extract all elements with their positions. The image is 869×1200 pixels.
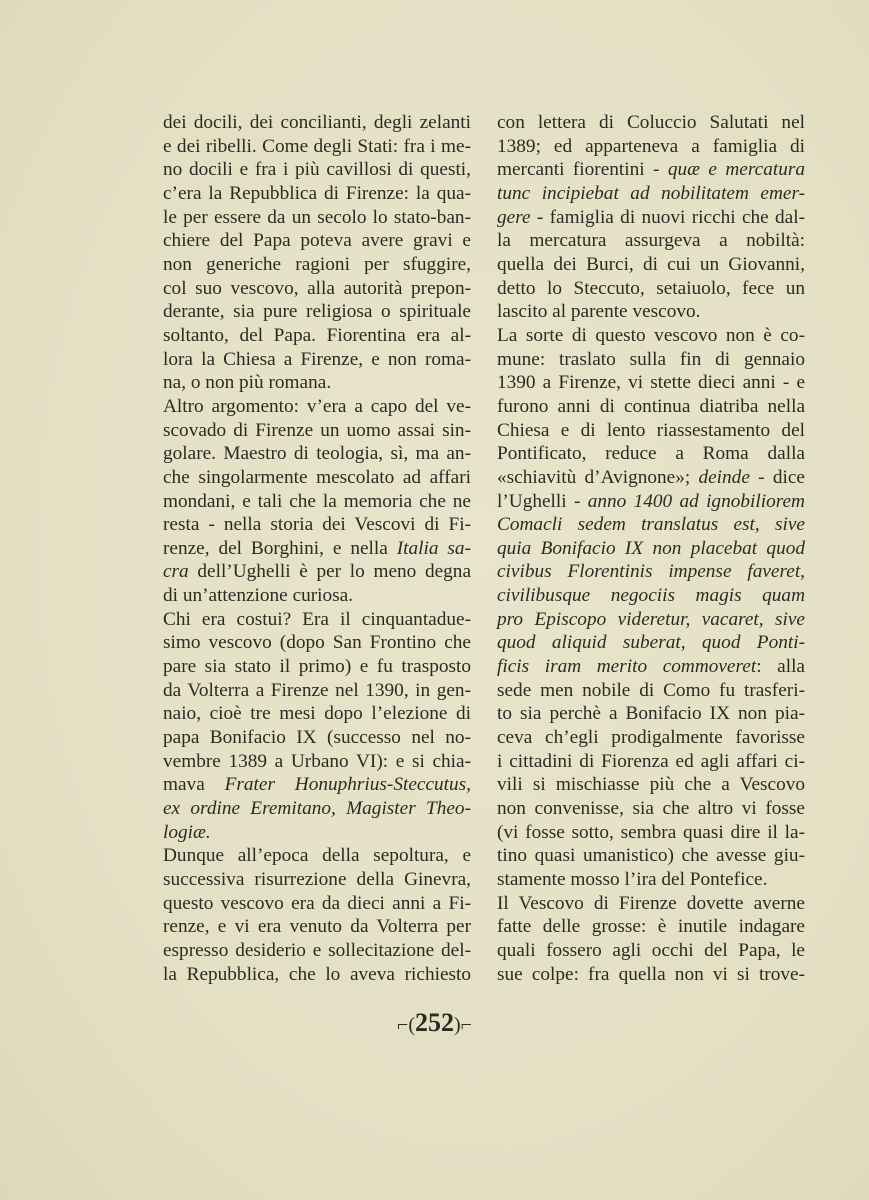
italic-text: gere xyxy=(497,206,531,228)
text-line xyxy=(163,206,471,230)
italic-text: civilibusque negociis magis quam xyxy=(497,585,805,607)
text: con lettera di Coluccio Salutati nel xyxy=(497,112,805,133)
text-line xyxy=(163,963,471,987)
text-line xyxy=(163,584,471,608)
text-line xyxy=(497,253,805,277)
text-line xyxy=(163,868,471,892)
text: c’era la Repubblica di Firenze: la qua- xyxy=(163,182,471,204)
text: «schiavitù d’Avignone»; xyxy=(497,466,699,488)
italic-text: quia Bonifacio IX non placebat quod xyxy=(497,537,805,559)
text-line xyxy=(497,442,805,466)
italic-text: quæ e mercatura xyxy=(667,159,805,181)
text-line xyxy=(163,371,471,395)
text-line xyxy=(163,182,471,206)
text: resta - nella storia dei Vescovi di Fi- xyxy=(163,514,471,536)
text: na, o non più romana. xyxy=(163,372,332,394)
text-line xyxy=(497,371,805,395)
text: Altro argomento: v’era a capo del ve- xyxy=(163,395,471,417)
ornament-right: )⌐ xyxy=(454,1014,472,1036)
text-line xyxy=(497,726,805,750)
text-line xyxy=(163,442,471,466)
text: derante, sia pure religiosa o spirituale xyxy=(163,301,471,323)
text: la Repubblica, che lo aveva richiesto xyxy=(163,963,471,985)
text: detto lo Steccuto, setaiuolo, fece un xyxy=(497,277,805,299)
text-line xyxy=(497,821,805,845)
text-line xyxy=(497,584,805,608)
text: quali fossero agli occhi del Papa, le xyxy=(497,939,805,961)
text-line xyxy=(163,466,471,490)
text-line xyxy=(497,466,805,490)
text-line xyxy=(497,490,805,514)
text-line xyxy=(497,702,805,726)
text: che singolarmente mescolato ad affari xyxy=(163,466,471,488)
text: Dunque all’epoca della sepoltura, e xyxy=(163,845,471,867)
text-line xyxy=(163,560,471,584)
text-line xyxy=(497,206,805,230)
text: - dice xyxy=(749,466,805,488)
text: to sia perchè a Bonifacio IX non pia- xyxy=(497,703,805,725)
text-line xyxy=(163,300,471,324)
text: successiva risurrezione della Ginevra, xyxy=(163,869,471,890)
text-line xyxy=(163,773,471,797)
text: simo vescovo (dopo San Frontino che xyxy=(163,632,471,654)
text: non generiche ragioni per sfuggire, xyxy=(163,253,471,275)
text-line xyxy=(163,655,471,679)
text-line xyxy=(497,111,805,135)
text: stamente mosso l’ira del Pontefice. xyxy=(497,869,768,890)
text: naio, cioè tre mesi dopo l’elezione di xyxy=(163,703,471,725)
text: mava xyxy=(163,774,225,796)
text-line xyxy=(163,892,471,916)
italic-text: Frater Honuphrius-Steccutus, xyxy=(224,774,471,796)
text-column-right xyxy=(497,111,805,986)
italic-text: tunc incipiebat ad nobilitatem emer- xyxy=(497,182,805,204)
text: di un’attenzione curiosa. xyxy=(163,585,354,607)
text-line xyxy=(497,277,805,301)
ornament-left: ⌐( xyxy=(397,1014,415,1036)
text-line xyxy=(163,395,471,419)
text-line xyxy=(497,892,805,916)
text-line xyxy=(163,608,471,632)
text: chiere del Papa poteva avere gravi e xyxy=(163,230,471,252)
text: la mercatura assurgeva a nobiltà: xyxy=(497,230,805,252)
italic-text: deinde xyxy=(698,466,750,488)
text-line xyxy=(163,490,471,514)
text-line xyxy=(497,513,805,537)
text-line xyxy=(163,726,471,750)
text-line xyxy=(163,844,471,868)
text: : alla xyxy=(756,656,805,678)
text: dell’Ughelli è per lo meno degna xyxy=(188,561,471,583)
text-line xyxy=(497,300,805,324)
italic-text: logiæ. xyxy=(163,821,211,843)
text-line xyxy=(497,608,805,632)
text-line xyxy=(497,868,805,892)
text-line xyxy=(497,158,805,182)
text: lora la Chiesa a Firenze, e non roma- xyxy=(163,348,471,370)
text-line xyxy=(163,750,471,774)
text: furono anni di continua diatriba nella xyxy=(497,395,805,417)
text: Il Vescovo di Firenze dovette averne xyxy=(497,892,805,914)
text: 1389; ed apparteneva a famiglia di xyxy=(497,135,805,157)
text-line xyxy=(497,773,805,797)
text: Pontificato, reduce a Roma dalla xyxy=(497,443,805,465)
text: tino quasi umanistico) che avesse giu- xyxy=(497,845,805,867)
text-line xyxy=(497,537,805,561)
text-line xyxy=(497,844,805,868)
text: Chi era costui? Era il cinquantadue- xyxy=(163,608,471,630)
text-line xyxy=(497,135,805,159)
text-line xyxy=(497,631,805,655)
text: soltanto, del Papa. Fiorentina era al- xyxy=(163,324,471,346)
text: e dei ribelli. Come degli Stati: fra i me- xyxy=(163,135,471,157)
text: dei docili, dei concilianti, degli zelanti xyxy=(163,112,471,133)
text-line xyxy=(497,182,805,206)
text: golare. Maestro di teologia, sì, ma an- xyxy=(163,443,471,465)
text-line xyxy=(497,679,805,703)
text-line xyxy=(497,348,805,372)
text-line xyxy=(497,560,805,584)
text-line xyxy=(163,915,471,939)
text-line xyxy=(163,939,471,963)
italic-text: civibus Florentinis impense faveret, xyxy=(497,561,805,583)
text: (vi fosse sotto, sembra quasi dire il la- xyxy=(497,821,805,843)
text-line xyxy=(163,797,471,821)
text-line xyxy=(163,348,471,372)
text-line xyxy=(497,915,805,939)
text: Chiesa e di lento riassestamento del xyxy=(497,419,805,441)
italic-text: cra xyxy=(163,561,189,583)
text: questo vescovo era da dieci anni a Fi- xyxy=(163,892,471,914)
text: scovado di Firenze un uomo assai sin- xyxy=(163,419,471,441)
text-line xyxy=(163,253,471,277)
page-number xyxy=(0,1008,869,1038)
text-line xyxy=(497,419,805,443)
text: l’Ughelli - xyxy=(497,490,588,512)
text-line xyxy=(497,655,805,679)
text-line xyxy=(163,111,471,135)
text-line xyxy=(497,229,805,253)
text: col suo vescovo, alla autorità prepon- xyxy=(163,277,471,299)
text-line xyxy=(163,324,471,348)
text-line xyxy=(163,679,471,703)
text-column-left xyxy=(163,111,471,986)
text: sue colpe: fra quella non vi si trove- xyxy=(497,963,805,985)
text: no docili e fra i più cavillosi di questi, xyxy=(163,159,471,181)
text: da Volterra a Firenze nel 1390, in gen- xyxy=(163,679,471,701)
italic-text: Comacli sedem translatus est, sive xyxy=(497,514,805,536)
text-line xyxy=(497,395,805,419)
text-line xyxy=(497,939,805,963)
text: non convenisse, sia che altro vi fosse xyxy=(497,798,805,820)
text-line xyxy=(163,419,471,443)
text-line xyxy=(163,537,471,561)
text-line xyxy=(163,158,471,182)
text-line xyxy=(497,797,805,821)
text-line xyxy=(163,513,471,537)
text: fatte delle grosse: è inutile indagare xyxy=(497,916,805,938)
text-line xyxy=(163,229,471,253)
italic-text: ficis iram merito commoveret xyxy=(497,656,757,678)
page-number-value: 252 xyxy=(415,1008,454,1037)
italic-text: ex ordine Eremitano, Magister Theo- xyxy=(163,798,471,820)
text: papa Bonifacio IX (successo nel no- xyxy=(163,727,471,749)
italic-text: anno 1400 ad ignobiliorem xyxy=(587,490,805,512)
text-line xyxy=(163,702,471,726)
text: - famiglia di nuovi ricchi che dal- xyxy=(530,206,805,228)
text: mercanti fiorentini - xyxy=(497,159,668,181)
text-line xyxy=(497,963,805,987)
text: le per essere da un secolo lo stato-ban- xyxy=(163,206,471,228)
text: vili si mischiasse più che a Vescovo xyxy=(497,774,805,796)
text-line xyxy=(497,750,805,774)
text: mondani, e tali che la memoria che ne xyxy=(163,490,471,512)
text: renze, del Borghini, e nella xyxy=(163,537,397,559)
text-line xyxy=(163,277,471,301)
text: 1390 a Firenze, vi stette dieci anni - e xyxy=(497,372,805,394)
text: espresso desiderio e sollecitazione del- xyxy=(163,939,471,961)
italic-text: Italia sa- xyxy=(396,537,471,559)
text: quella dei Burci, di cui un Giovanni, xyxy=(497,253,805,275)
italic-text: pro Episcopo videretur, vacaret, sive xyxy=(497,608,805,630)
text-line xyxy=(163,821,471,845)
text-line xyxy=(497,324,805,348)
text-line xyxy=(163,631,471,655)
text: vembre 1389 a Urbano VI): e si chia- xyxy=(163,750,471,772)
text: sede men nobile di Como fu trasferi- xyxy=(497,679,805,701)
text: mune: traslato sulla fin di gennaio xyxy=(497,348,805,370)
text: La sorte di questo vescovo non è co- xyxy=(497,324,805,346)
text: renze, e vi era venuto da Volterra per xyxy=(163,916,471,938)
italic-text: quod aliquid suberat, quod Ponti- xyxy=(497,632,805,654)
text: pare sia stato il primo) e fu trasposto xyxy=(163,656,471,678)
text-line xyxy=(163,135,471,159)
text: i cittadini di Fiorenza ed agli affari ci- xyxy=(497,750,805,772)
text: ceva ch’egli prodigalmente favorisse xyxy=(497,727,805,749)
text: lascito al parente vescovo. xyxy=(497,301,701,323)
